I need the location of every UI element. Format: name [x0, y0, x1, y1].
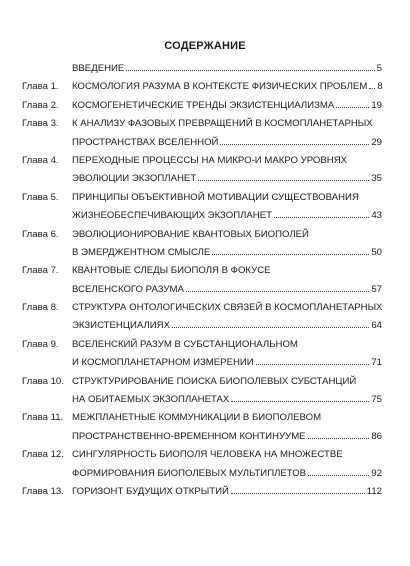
page-number: 57: [371, 283, 382, 295]
chapter-title-line: ПРИНЦИПЫ ОБЪЕКТИВНОЙ МОТИВАЦИИ СУЩЕСТВОВАНИЯ: [72, 191, 359, 203]
page-number: 5: [376, 63, 382, 74]
dot-leader: [336, 107, 369, 108]
toc-entry: [22, 191, 382, 228]
chapter-title-line: ЭВОЛЮЦИИ ЭКЗОПЛАНЕТ: [72, 173, 197, 185]
chapter-title-line: КВАНТОВЫЕ СЛЕДЫ БИОПОЛЯ В ФОКУСЕ: [72, 265, 271, 277]
dot-leader: [231, 493, 365, 494]
chapter-title-line: ЭКЗИСТЕНЦИАЛИЯХ: [72, 320, 170, 332]
chapter-title-line: ВСЕЛЕНСКИЙ РАЗУМ В СУБСТАНЦИОНАЛЬНОМ: [72, 338, 298, 350]
page-number: 19: [371, 99, 382, 111]
toc-entry: [22, 448, 382, 485]
chapter-label: Глава 11.: [22, 412, 64, 424]
page-number: 50: [371, 246, 382, 258]
chapter-label: Глава 7.: [22, 265, 59, 277]
chapter-title-line: ПРОСТРАНСТВЕННО-ВРЕМЕННОМ КОНТИНУУМЕ: [72, 430, 306, 442]
toc-entry: [22, 117, 382, 154]
chapter-label: Глава 6.: [22, 228, 59, 240]
toc-entry: [22, 485, 382, 503]
dot-leader: [308, 438, 370, 439]
chapter-label: Глава 9.: [22, 338, 59, 350]
toc-entry: [22, 264, 382, 301]
chapter-title-line: ГОРИЗОНТ БУДУЩИХ ОТКРЫТИЙ: [72, 485, 229, 497]
dot-leader: [172, 327, 369, 328]
page-number: 112: [366, 485, 382, 497]
page-number: 43: [371, 210, 382, 222]
dot-leader: [231, 401, 369, 402]
chapter-title-line: СИНГУЛЯРНОСТЬ БИОПОЛЯ ЧЕЛОВЕКА НА МНОЖЕСТВЕ: [72, 449, 343, 461]
chapter-label: Глава 2.: [22, 99, 59, 111]
chapter-title-line: ЭВОЛЮЦИОНИРОВАНИЕ КВАНТОВЫХ БИОПОЛЕЙ: [72, 228, 309, 240]
chapter-label: Глава 5.: [22, 191, 59, 203]
toc-entry: [22, 301, 382, 338]
toc-entry: [22, 228, 382, 265]
chapter-label: Глава 13.: [22, 485, 64, 497]
dot-leader: [186, 291, 369, 292]
chapter-title-line: СТРУКТУРА ОНТОЛОГИЧЕСКИХ СВЯЗЕЙ В КОСМОПЛАНЕТАРНЫХ: [72, 302, 383, 314]
toc-entry: [22, 375, 382, 412]
toc-entry: [22, 154, 382, 191]
dot-leader: [274, 217, 369, 218]
chapter-title-line: В ЭМЕРДЖЕНТНОМ СМЫСЛЕ: [72, 246, 211, 258]
chapter-title-line: И КОСМОПЛАНЕТАРНОМ ИЗМЕРЕНИИ: [72, 357, 254, 369]
page-number: 35: [371, 173, 382, 185]
chapter-title-line: ЖИЗНЕОБЕСПЕЧИВАЮЩИХ ЭКЗОПЛАНЕТ: [72, 210, 272, 222]
chapter-title-line: ПЕРЕХОДНЫЕ ПРОЦЕССЫ НА МИКРО-И МАКРО УРОВНЯХ: [72, 154, 348, 166]
chapter-label: Глава 8.: [22, 302, 59, 314]
page-number: 71: [371, 357, 382, 369]
dot-leader: [308, 475, 369, 476]
chapter-title-line: ПРОСТРАНСТВАХ ВСЕЛЕННОЙ: [72, 136, 219, 148]
toc-entry: [22, 62, 382, 80]
chapter-label: Глава 4.: [22, 154, 59, 166]
chapter-title-line: КОСМОГЕНЕТИЧЕСКИЕ ТРЕНДЫ ЭКЗИСТЕНЦИАЛИЗМА: [72, 99, 335, 111]
toc-entry: [22, 99, 382, 117]
dot-leader: [220, 144, 369, 145]
page-number: 75: [371, 394, 382, 406]
chapter-label: Глава 3.: [22, 118, 59, 130]
chapter-title-line: ФОРМИРОВАНИЯ БИОПОЛЕВЫХ МУЛЬТИПЛЕТОВ: [72, 467, 307, 479]
dot-leader: [126, 70, 374, 71]
chapter-title-line: КОСМОЛОГИЯ РАЗУМА В КОНТЕКСТЕ ФИЗИЧЕСКИХ ПРОБЛЕМ: [72, 81, 368, 93]
chapter-title-line: К АНАЛИЗУ ФАЗОВЫХ ПРЕВРАЩЕНИЙ В КОСМОПЛАНЕТАРНЫХ: [72, 118, 373, 130]
chapter-title-line: МЕЖПЛАНЕТНЫЕ КОММУНИКАЦИИ В БИОПОЛЕВОМ: [72, 412, 322, 424]
toc-entry: [22, 338, 382, 375]
toc-entry: [22, 411, 382, 448]
toc-entry: [22, 80, 382, 98]
dot-leader: [212, 254, 369, 255]
table-of-contents: [22, 62, 382, 503]
chapter-label: Глава 12.: [22, 449, 64, 461]
dot-leader: [198, 180, 369, 181]
chapter-label: Глава 1.: [22, 81, 59, 93]
chapter-title-line: СТРУКТУРИРОВАНИЕ ПОИСКА БИОПОЛЕВЫХ СУБСТАНЦИЙ: [72, 375, 357, 387]
dot-leader: [369, 88, 375, 89]
chapter-label: Глава 10.: [22, 375, 64, 387]
page-number: 86: [371, 430, 382, 442]
page-title: СОДЕРЖАНИЕ: [164, 40, 246, 52]
page-number: 64: [371, 320, 382, 332]
page-number: 92: [371, 467, 382, 479]
page-number: 29: [371, 136, 382, 148]
dot-leader: [256, 364, 370, 365]
chapter-title-line: НА ОБИТАЕМЫХ ЭКЗОПЛАНЕТАХ: [72, 394, 230, 406]
chapter-title-line: ВВЕДЕНИЕ: [72, 63, 125, 74]
page-number: 8: [377, 81, 383, 93]
chapter-title-line: ВСЕЛЕНСКОГО РАЗУМА: [72, 283, 184, 295]
